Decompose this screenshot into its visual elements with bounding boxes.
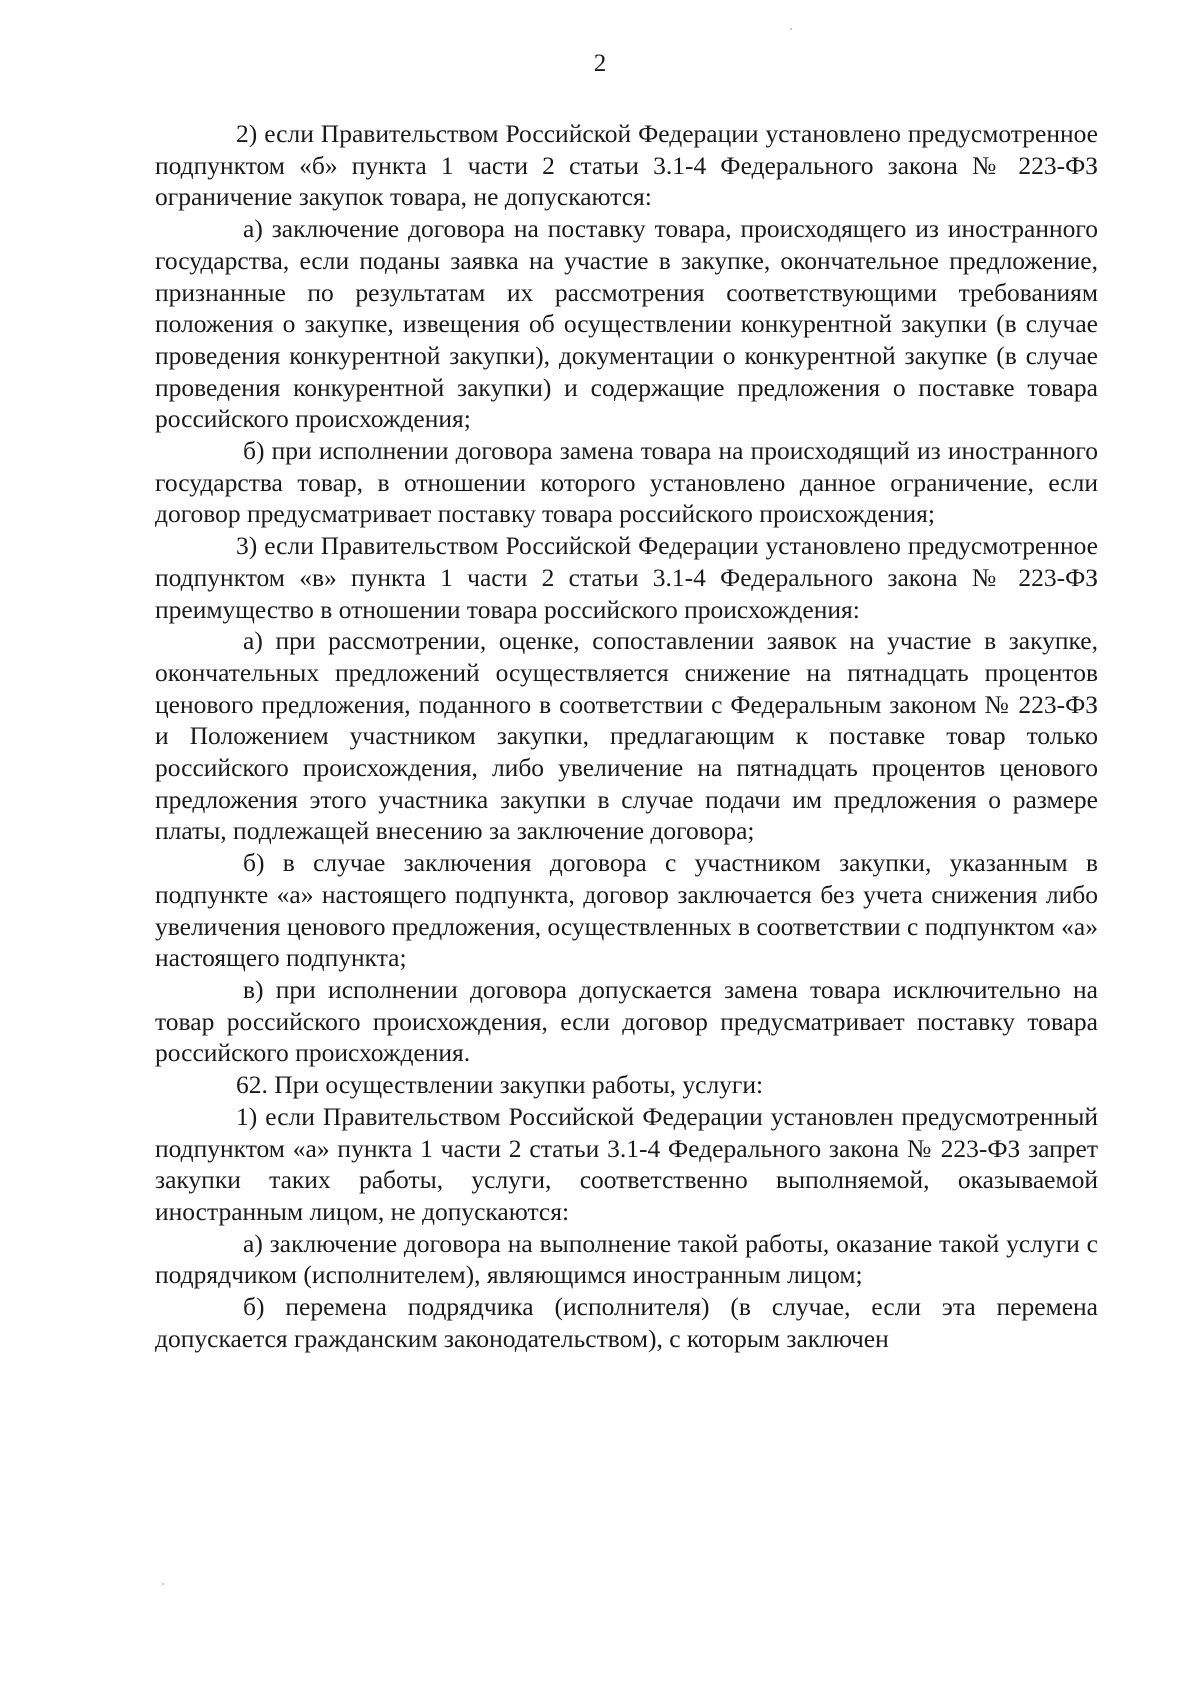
paragraph-3v: в) при исполнении договора допускается замена товара исключительно на товар российского происхождения, если договор предусматривает поставку товара российского происхождения.	[155, 974, 1098, 1068]
paragraph-62-1b: б) перемена подрядчика (исполнителя) (в случае, если эта перемена допускается гражданским законодательством), с которым заключен	[155, 1292, 1098, 1353]
scan-speck	[162, 1583, 164, 1585]
document-body	[155, 118, 1098, 1354]
paragraph-2b: б) при исполнении договора замена товара на происходящий из иностранного государства товар, в отношении которого установлено данное ограничение, если договор предусматривает поставку товара российского происхождения;	[155, 436, 1098, 529]
paragraph-62-1: 1) если Правительством Российской Федерации установлен предусмотренный подпунктом «а» пункта 1 части 2 статьи 3.1-4 Федерального закона № 223-ФЗ запрет закупки таких работы, услуги, соответственно выполняемой, оказываемой иностранным лицом, не допускаются:	[155, 1101, 1098, 1226]
page-number: 2	[593, 50, 607, 77]
paragraph-62: 62. При осуществлении закупки работы, услуги:	[236, 1070, 764, 1100]
paragraph-62-1a: а) заключение договора на выполнение такой работы, оказание такой услуги с подрядчиком (исполнителем), являющимся иностранным лицом;	[155, 1228, 1098, 1290]
paragraph-3b: б) в случае заключения договора с участником закупки, указанным в подпункте «а» настоящего подпункта, договор заключается без учета снижения либо увеличения ценового предложения, осуществленных в соответствии с подпунктом «а» настоящего подпункта;	[155, 848, 1098, 973]
paragraph-3: 3) если Правительством Российской Федерации установлено предусмотренное подпунктом «в» пункта 1 части 2 статьи 3.1-4 Федерального закона № 223-ФЗ преимущество в отношении товара российского происхождения:	[155, 531, 1098, 624]
paragraph-2: 2) если Правительством Российской Федерации установлено предусмотренное подпунктом «б» пункта 1 части 2 статьи 3.1-4 Федерального закона № 223-ФЗ ограничение закупок товара, не допускаются:	[155, 119, 1098, 212]
scan-speck	[790, 28, 792, 30]
paragraph-3a: а) при рассмотрении, оценке, сопоставлении заявок на участие в закупке, окончательных предложений осуществляется снижение на пятнадцать процентов ценового предложения, поданного в соответствии с Федеральным законом № 223-ФЗ и Положением участником закупки, предлагающим к поставке товар только российского происхождения, либо увеличение на пятнадцать процентов ценового предложения этого участника закупки в случае подачи им предложения о размере платы, подлежащей внесению за заключение договора;	[155, 626, 1098, 846]
paragraph-2a: а) заключение договора на поставку товара, происходящего из иностранного государства, если поданы заявка на участие в закупке, окончательное предложение, признанные по результатам их рассмотрения соответствующими требованиям положения о закупке, извещения об осуществлении конкурентной закупки (в случае проведения конкурентной закупки), документации о конкурентной закупке (в случае проведения конкурентной закупки) и содержащие предложения о поставке товара российского происхождения;	[155, 214, 1098, 434]
